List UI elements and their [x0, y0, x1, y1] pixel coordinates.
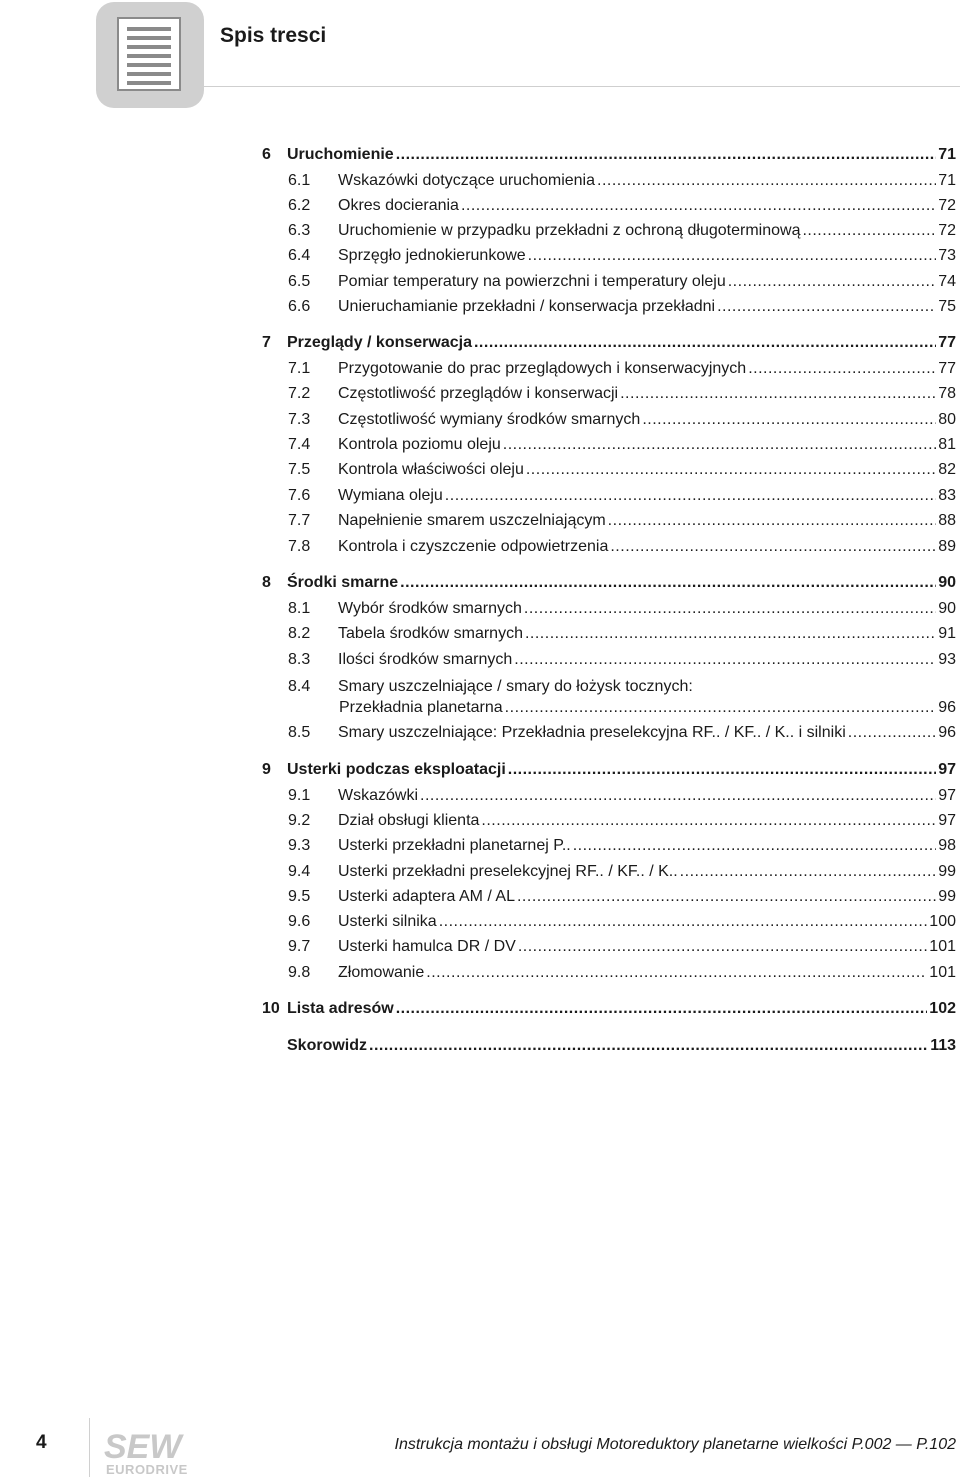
toc-number: 9.4: [288, 863, 311, 880]
toc-number: 7.2: [288, 385, 311, 402]
toc-entry[interactable]: [262, 910, 956, 932]
toc-page: 80: [938, 411, 956, 428]
toc-leader: [573, 836, 936, 856]
toc-entry[interactable]: [262, 509, 956, 531]
toc-entry[interactable]: [262, 219, 956, 241]
toc-entry[interactable]: [262, 997, 956, 1019]
toc-leader: [396, 145, 937, 165]
toc-title: Dział obsługi klienta: [338, 812, 480, 829]
toc-page: 77: [938, 334, 956, 351]
toc-number: 8.1: [288, 600, 311, 617]
toc-page: 77: [938, 360, 956, 377]
toc-leader: [503, 435, 936, 455]
toc-number: 7.5: [288, 461, 311, 478]
toc-entry[interactable]: [262, 382, 956, 404]
toc-leader: [474, 333, 936, 353]
toc-leader: [445, 486, 936, 506]
toc-number: 6.4: [288, 247, 311, 264]
toc-title: Przekładnia planetarna: [339, 699, 503, 716]
toc-number: 7.1: [288, 360, 311, 377]
toc-number: 8: [262, 574, 271, 591]
toc-title: Smary uszczelniające / smary do łożysk tocznych:: [338, 678, 693, 695]
toc-entry[interactable]: [262, 721, 956, 743]
toc-entry[interactable]: [262, 622, 956, 644]
toc-leader: [518, 937, 927, 957]
toc-title: Lista adresów: [287, 1000, 394, 1017]
sew-eurodrive-logo: [104, 1428, 208, 1476]
toc-leader: [717, 297, 936, 317]
toc-title: Wymiana oleju: [338, 487, 443, 504]
toc-page: 71: [938, 172, 956, 189]
toc-leader: [481, 811, 936, 831]
toc-leader: [400, 573, 936, 593]
toc-page: 97: [938, 812, 956, 829]
toc-leader: [508, 760, 936, 780]
toc-number: 9.1: [288, 787, 311, 804]
toc-number: 9.6: [288, 913, 311, 930]
toc-leader: [848, 723, 936, 743]
toc-entry[interactable]: [262, 484, 956, 506]
toc-leader: [505, 698, 937, 718]
toc-entry[interactable]: [262, 809, 956, 831]
toc-leader: [525, 624, 936, 644]
toc-leader: [439, 912, 928, 932]
toc-number: 6.1: [288, 172, 311, 189]
toc-number: 8.2: [288, 625, 311, 642]
toc-entry[interactable]: [262, 675, 956, 697]
toc-number: 7.7: [288, 512, 311, 529]
toc-page: 102: [929, 1000, 956, 1017]
toc-leader: [528, 246, 937, 266]
toc-title: Przeglądy / konserwacja: [287, 334, 472, 351]
toc-page: 100: [929, 913, 956, 930]
toc-number: 7.6: [288, 487, 311, 504]
toc-title: Tabela środków smarnych: [338, 625, 523, 642]
toc-page: 91: [938, 625, 956, 642]
toc-title: Uruchomienie: [287, 146, 394, 163]
toc-title: Skorowidz: [287, 1037, 368, 1054]
toc-title: Częstotliwość wymiany środków smarnych: [338, 411, 641, 428]
toc-leader: [517, 887, 936, 907]
toc-leader: [526, 460, 936, 480]
toc-title: Częstotliwość przeglądów i konserwacji: [338, 385, 619, 402]
toc-page: 73: [938, 247, 956, 264]
toc-number: 8.4: [288, 678, 311, 695]
toc-number: 9.2: [288, 812, 311, 829]
toc-number: 9.5: [288, 888, 311, 905]
svg-text:SEW: SEW: [104, 1428, 182, 1466]
toc-page: 88: [938, 512, 956, 529]
toc-entry[interactable]: [262, 696, 956, 718]
toc-page: 90: [938, 574, 956, 591]
toc-leader: [396, 999, 928, 1019]
page-number: 4: [36, 1432, 47, 1453]
toc-title: Przygotowanie do prac przeglądowych i konserwacyjnych: [338, 360, 747, 377]
toc-title: Usterki silnika: [338, 913, 437, 930]
toc-page: 83: [938, 487, 956, 504]
toc-entry[interactable]: [262, 935, 956, 957]
toc-title: Smary uszczelniające: Przekładnia preselekcyjna RF.. / KF.. / K.. i silniki: [338, 724, 846, 741]
toc-number: 6.5: [288, 273, 311, 290]
toc-leader: [728, 272, 936, 292]
toc-title: Usterki przekładni planetarnej P..: [338, 837, 571, 854]
document-title: Instrukcja montażu i obsługi Motoreduktory planetarne wielkości P.002 — P.102: [394, 1436, 956, 1453]
toc-page: 75: [938, 298, 956, 315]
toc-entry[interactable]: [262, 270, 956, 292]
toc-page: 82: [938, 461, 956, 478]
toc-leader: [610, 537, 936, 557]
toc-leader: [514, 650, 936, 670]
toc-page: 97: [938, 787, 956, 804]
toc-entry[interactable]: [262, 244, 956, 266]
toc-page: 98: [938, 837, 956, 854]
toc-entry[interactable]: [262, 169, 956, 191]
toc-number: 9.8: [288, 964, 311, 981]
toc-title: Środki smarne: [287, 574, 399, 591]
toc-title: Usterki podczas eksploatacji: [287, 761, 506, 778]
toc-number: 7.4: [288, 436, 311, 453]
toc-leader: [597, 171, 936, 191]
header-icon-box: [96, 2, 204, 108]
toc-page: 72: [938, 222, 956, 239]
footer-divider: [89, 1418, 90, 1477]
toc-leader: [524, 599, 936, 619]
toc-title: Wskazówki: [338, 787, 419, 804]
toc-title: Kontrola i czyszczenie odpowietrzenia: [338, 538, 609, 555]
toc-leader: [608, 511, 937, 531]
toc-title: Kontrola poziomu oleju: [338, 436, 501, 453]
toc-title: Usterki adaptera AM / AL: [338, 888, 515, 905]
toc-page: 89: [938, 538, 956, 555]
toc-entry[interactable]: [262, 535, 956, 557]
toc-title: Ilości środków smarnych: [338, 651, 513, 668]
toc-page: 101: [929, 964, 956, 981]
toc-number: 9.7: [288, 938, 311, 955]
toc-entry[interactable]: [262, 758, 956, 780]
toc-entry[interactable]: [262, 458, 956, 480]
toc-entry[interactable]: [262, 834, 956, 856]
toc-entry[interactable]: [262, 295, 956, 317]
toc-leader: [620, 384, 936, 404]
toc-entry[interactable]: [262, 194, 956, 216]
toc-page: 74: [938, 273, 956, 290]
toc-page: 96: [938, 724, 956, 741]
toc-entry[interactable]: [262, 331, 956, 353]
toc-entry[interactable]: [262, 860, 956, 882]
toc-page: 78: [938, 385, 956, 402]
toc-entry[interactable]: [262, 433, 956, 455]
toc-title: Wskazówki dotyczące uruchomienia: [338, 172, 595, 189]
toc-page: 72: [938, 197, 956, 214]
toc-number: 7.8: [288, 538, 311, 555]
toc-leader: [802, 221, 936, 241]
toc-entry[interactable]: [262, 408, 956, 430]
toc-entry[interactable]: [262, 597, 956, 619]
toc-page: 99: [938, 888, 956, 905]
toc-number: 6: [262, 146, 271, 163]
toc-number: 6.2: [288, 197, 311, 214]
toc-leader: [748, 359, 936, 379]
toc-page: 93: [938, 651, 956, 668]
toc-number: 10: [262, 1000, 280, 1017]
toc-number: 6.3: [288, 222, 311, 239]
toc-number: 7.3: [288, 411, 311, 428]
toc-page: 81: [938, 436, 956, 453]
toc-title: Złomowanie: [338, 964, 425, 981]
toc-leader: [680, 862, 937, 882]
toc-title: Okres docierania: [338, 197, 459, 214]
toc-page: 96: [938, 699, 956, 716]
toc-entry[interactable]: [262, 143, 956, 165]
toc-entry[interactable]: [262, 357, 956, 379]
toc-title: Uruchomienie w przypadku przekładni z ochroną długoterminową: [338, 222, 801, 239]
toc-leader: [420, 786, 936, 806]
toc-title: Napełnienie smarem uszczelniającym: [338, 512, 606, 529]
toc-number: 9.3: [288, 837, 311, 854]
toc-entry[interactable]: [262, 571, 956, 593]
toc-leader: [461, 196, 936, 216]
toc-page: 90: [938, 600, 956, 617]
toc-title: Sprzęgło jednokierunkowe: [338, 247, 526, 264]
toc-page: 99: [938, 863, 956, 880]
toc-number: 8.5: [288, 724, 311, 741]
toc-entry[interactable]: [262, 885, 956, 907]
toc-page: 101: [929, 938, 956, 955]
document-lines-icon: [117, 17, 181, 91]
toc-title: Usterki przekładni preselekcyjnej RF.. / KF.. / K..: [338, 863, 678, 880]
svg-text:EURODRIVE: EURODRIVE: [106, 1462, 188, 1476]
toc-number: 6.6: [288, 298, 311, 315]
toc-page: 71: [938, 146, 956, 163]
toc-title: Unieruchamianie przekładni / konserwacja przekładni: [338, 298, 716, 315]
toc-number: 7: [262, 334, 271, 351]
page-title: Spis tresci: [220, 24, 327, 47]
toc-entry[interactable]: [262, 961, 956, 983]
toc-title: Kontrola właściwości oleju: [338, 461, 524, 478]
toc-entry[interactable]: [262, 1034, 956, 1056]
toc-page: 113: [930, 1037, 956, 1054]
toc-number: 8.3: [288, 651, 311, 668]
toc-leader: [426, 963, 927, 983]
toc-number: 9: [262, 761, 271, 778]
toc-title: Wybór środków smarnych: [338, 600, 522, 617]
header-divider: [204, 86, 960, 87]
toc-leader: [369, 1036, 928, 1056]
toc-title: Usterki hamulca DR / DV: [338, 938, 516, 955]
toc-page: 97: [938, 761, 956, 778]
toc-leader: [642, 410, 936, 430]
toc-entry[interactable]: [262, 648, 956, 670]
toc-entry[interactable]: [262, 784, 956, 806]
toc-title: Pomiar temperatury na powierzchni i temperatury oleju: [338, 273, 726, 290]
